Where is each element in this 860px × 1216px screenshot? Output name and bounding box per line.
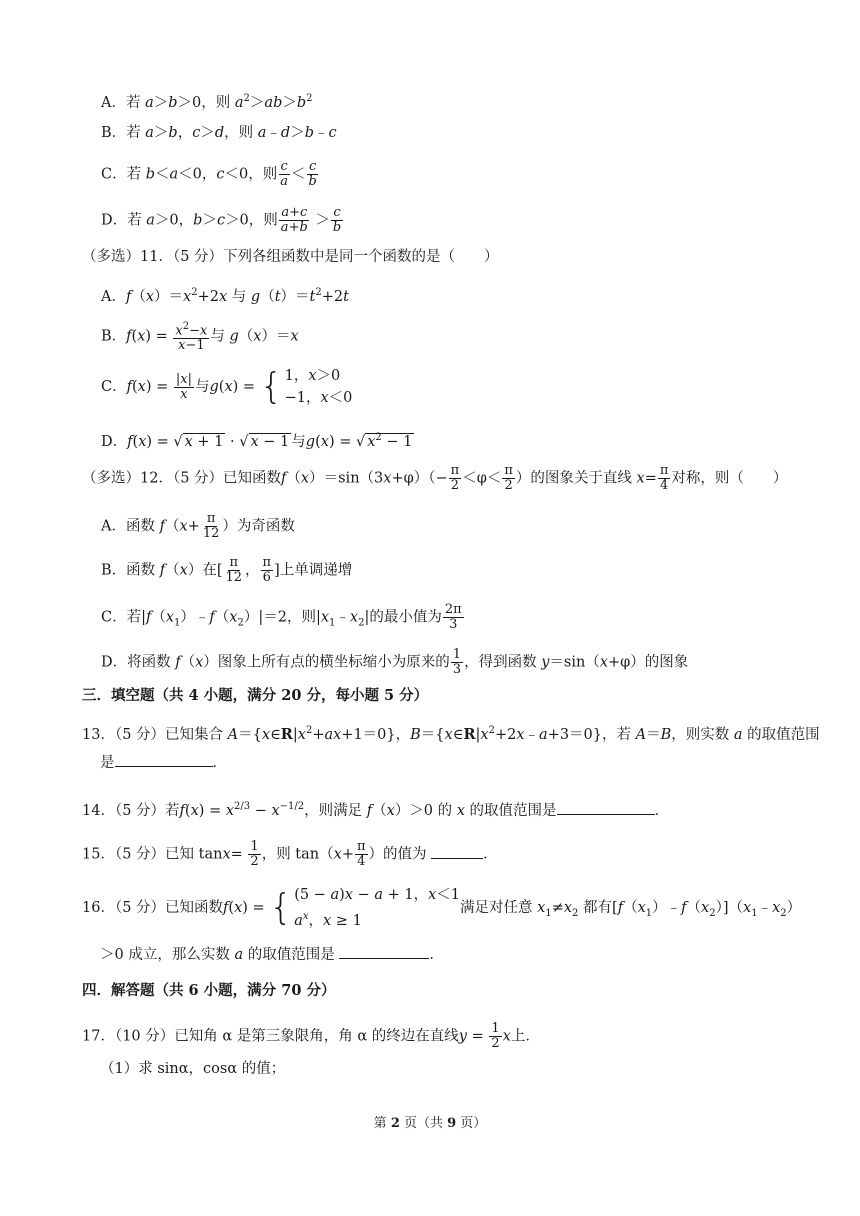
answer-blank[interactable] [557,800,655,815]
answer-blank[interactable] [339,944,429,959]
q13-stem: 13．（5 分）已知集合 $A=\{x\in R|x^2+ax+1=0\}$，$B=\{x\in R|x^2+2x﹣a+3=0\}$，若 A＝B，则实数 a 的取值范围 [82,725,820,743]
q14-stem: 14．（5 分）若$f(x) = x^{2/3} - x^{-1/2}$，则满足 f（x）＞0 的 x 的取值范围是 ． [82,801,670,819]
q11-option-b: B．f(x) = $\frac{x^2-x}{x-1}$ 与 g（x）＝x [101,321,299,354]
answer-blank[interactable] [115,752,213,767]
q15-stem: 15．（5 分）已知 tanx= $\frac{1}{2}$ ，则 tan（x+ $\frac{\pi}{4}$ ）的值为 ． [82,839,498,869]
q10-option-a: A．若 a＞b＞0，则 $a^2>ab>b^2$ [101,93,313,111]
q16-stem-cont: ＞0 成立，那么实数 a 的取值范围是 ． [100,944,444,966]
q11-stem: （多选）11．（5 分）下列各组函数中是同一个函数的是（ ） [82,249,499,265]
q10-option-c: C．若 b＜a＜0，c＜0，则 $\frac{c}{a}$ ＜ $\frac{c}{b}$ [101,159,317,189]
q16-stem: 16．（5 分）已知函数f(x) = { (5 − a)x − a + 1，x＜1 $a^x$，x ≥ 1 满足对任意 $x_1\ne x_2$ 都有$[f(x_1)﹣f(x_2)](x_1﹣x_2)$ [82,886,802,929]
q11-option-a: A．$f(x)=x^2+2x$ 与 $g(t)=t^2+2t$ [101,287,349,305]
q13-stem-cont: 是 ． [100,752,227,774]
section-answer-title: 四．解答题（共 6 小题，满分 70 分） [82,982,336,999]
section-fill-in-title: 三．填空题（共 4 小题，满分 20 分，每小题 5 分） [82,687,429,704]
q12-stem: （多选）12．（5 分）已知函数f（x）＝sin（3x+φ）（− $\frac{\pi}{2}$ ＜φ＜ $\frac{\pi}{2}$ ）的图象关于直线 x= $\frac{\pi}{4}$ 对称，则（ ） [82,463,788,493]
q12-option-a: A．函数 f（x+ $\frac{\pi}{12}$ ）为奇函数 [101,511,295,541]
q11-option-d: D．f(x) = √ x + 1 · √ x − 1 与g(x) = √ $x^2 - 1$ [101,432,413,450]
answer-blank[interactable] [431,844,483,859]
q10-option-b: B．若 a＞b，c＞d，则 a﹣d＞b﹣c [101,125,337,141]
q17-sub1: （1）求 sinα，cosα 的值； [100,1061,286,1077]
q12-option-b: B．函数 f（x）在[ $\frac{\pi}{12}$ ， $\frac{\pi}{6}$ ]上单调递增 [101,555,353,585]
q12-option-d: D．将函数 f（x）图象上所有点的横坐标缩小为原来的 $\frac{1}{3}$ ，得到函数 y＝sin（x+φ）的图象 [101,647,689,677]
q12-option-c: C．若$|f(x_1)﹣f(x_2)|=2$，则$|x_1﹣x_2|$的最小值为 $\frac{2\pi}{3}$ [101,602,462,632]
q17-stem: 17．（10 分）已知角 α 是第三象限角，角 α 的终边在直线y = $\frac{1}{2}$ x上． [82,1021,540,1051]
q11-option-c: C．f(x) = $\frac{|x|}{x}$ 与g(x) = { 1，x＞0 −1，x＜0 [101,366,353,407]
q10-option-d: D．若 a＞0，b＞c＞0，则 $\frac{a+c}{a+b}$ ＞ $\frac{c}{b}$ [101,205,342,235]
page-footer: 第 2 页（共 9 页） [373,1116,487,1131]
